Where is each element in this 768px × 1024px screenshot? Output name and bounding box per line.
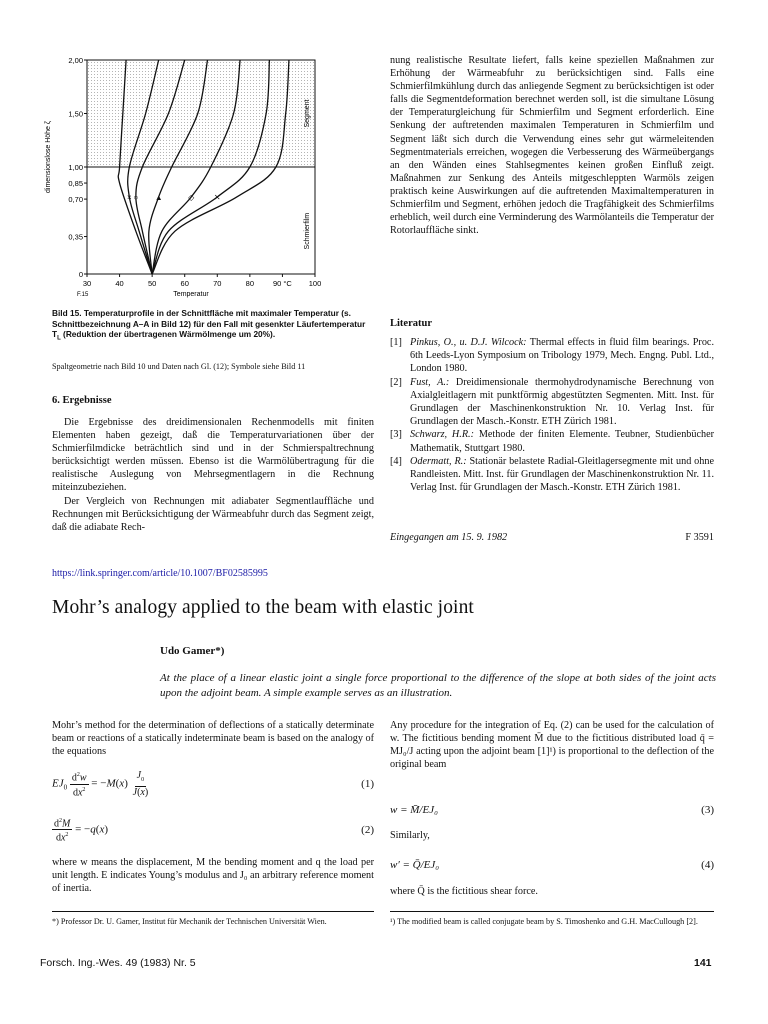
curve-marker: ✕: [213, 192, 221, 202]
x-tick-label: 70: [213, 279, 222, 288]
figure-code: F.15: [77, 292, 89, 298]
article-abstract: At the place of a linear elastic joint a single force proportional to the difference of the slope at both sides of the joint acts upon the adjoint beam. A simple example serves as an illustration.: [160, 672, 716, 699]
footnote-left: *) Professor Dr. U. Gamer, Institut für Mechanik der Technischen Universität Wien.: [52, 917, 327, 926]
y-tick-label: 1,50: [68, 109, 83, 119]
equation-3-body: w = M̄/EJ₀: [390, 804, 438, 816]
x-tick-label: 90 °C: [273, 279, 292, 288]
article-title: Mohr’s analogy applied to the beam with elastic joint: [52, 597, 474, 618]
caption-text-end: (Reduktion der übertragenen Wärmölmenge um 20%).: [60, 329, 276, 339]
x-tick-label: 80: [245, 279, 255, 288]
y-axis-label: dimensionslose Höhe ζ: [45, 121, 52, 193]
article-link[interactable]: https://link.springer.com/article/10.1007/BF02585995: [52, 568, 268, 579]
footnote-rule-right: [390, 911, 714, 912]
caption-label: Bild 15.: [52, 308, 82, 318]
section-heading: 6. Ergebnisse: [52, 395, 112, 406]
reference-number: [4]: [390, 455, 402, 467]
equation-4-body: w′ = Q̄/EJ₀: [390, 859, 440, 871]
figure-caption: [52, 308, 374, 344]
right-column-text: nung realistische Resultate liefert, falls keine speziellen Maßnahmen zur Erhöhung der Wärmeabfuhr zu berücksichtigen sind. Falls eine Schmierfilmkühlung durch das anliegende Segment zu berücksichtigen ist oder falls die Segmentdeformation berechnet werden soll, ist die simultane Lösung der Temperaturgleichung für Schmierfilm und Segment erforderlich. Eine Senkung der auftretenden maximalen Temperaturen in Schmierfilm und Segment läßt sich durch die Verwendung eines sehr gut wärmeleitenden Segmentmaterials erreichen, wogegen die Verbesserung des Wärmeübergangs an den Wänden eines Stahlsegmentes keinen großen Einfluß zeigt. Maßnahmen zur Senkung des Anteils mitgeschleppten Warmöls zeigen praktisch keine Auswirkungen auf die auftretenden Maximaltemperaturen in Schmierfilm und Segment, erhöhen jedoch die Tragfähigkeit des Schmierfilms erheblich, weil durch eine Verminderung des Warmölanteils die Temperatur der Rotorlauffläche sinkt.: [390, 55, 714, 237]
y-tick-label: 0,35: [68, 232, 83, 242]
section-paragraph-2: Der Vergleich von Rechnungen mit adiabater Segmentlauffläche und Rechnungen mit Berücksichtigung der Wärmeabfuhr durch das Segment zeigt, daß die adiabate Rech-: [52, 495, 374, 533]
reference-text: Methode der finiten Elemente. Teubner, Studienbücher Mathematik, Stuttgart 1980.: [410, 429, 714, 454]
temperature-profile-chart: [40, 50, 340, 305]
caption-note: Spaltgeometrie nach Bild 10 und Daten nach Gl. (12); Symbole siehe Bild 11: [52, 362, 306, 371]
schmierfilm-label: Schmierfilm: [304, 212, 311, 250]
reference-number: [3]: [390, 429, 402, 441]
curve-marker: ◇: [188, 192, 195, 202]
x-tick-label: 30: [82, 279, 92, 288]
x-tick-label: 50: [147, 279, 157, 288]
equation-1: [52, 770, 374, 798]
equation-3-number: (3): [701, 804, 714, 816]
footnote-rule-left: [52, 911, 374, 912]
reference-authors: Odermatt, R.:: [410, 455, 467, 467]
caption-sub: L: [57, 335, 61, 342]
reference-text: Stationär belastete Radial-Gleitlagersegmente mit und ohne Randleisten. Mitt. Inst. für Grundlagen der Maschinenkonstruktion Nr. 11. Verlag Inst. für Grundlagen der Masch.-Konstr. ETH Zürich 1981.: [410, 455, 714, 494]
equation-1-number: (1): [361, 778, 374, 790]
segment-label: Segment: [304, 99, 311, 128]
reference-authors: Fust, A.:: [410, 376, 450, 388]
y-tick-label: 1,00: [68, 163, 83, 172]
article-left-paragraph-1: Mohr’s method for the determination of deflections of a statically determinate beam or reactions of a statically indeterminate beam is based on the analogy of the equations: [52, 720, 374, 758]
equation-3: [390, 804, 714, 816]
article-left-paragraph-2: where w means the displacement, M the bending moment and q the load per unit length. E indicates Young’s modulus and J₀ an arbitrary reference moment of inertia.: [52, 857, 374, 895]
journal-footer: Forsch. Ing.-Wes. 49 (1983) Nr. 5: [40, 957, 196, 969]
literatur-list: [390, 336, 714, 494]
reference-authors: Pinkus, O., u. D.J. Wilcock:: [410, 337, 527, 348]
reference-item: [390, 428, 714, 454]
page-number: 141: [694, 957, 712, 969]
caption-text: Temperaturprofile in der Schnittfläche mit maximaler Temperatur (s. Schnittbezeichnung A–A in Bild 12) für den Fall mit gesenkter Läufertemperatur T: [52, 308, 366, 339]
literatur-heading: Literatur: [390, 318, 432, 329]
y-tick-label: 0,85: [68, 179, 83, 189]
reference-authors: Schwarz, H.R.:: [410, 429, 474, 441]
footnote-right: ¹) The modified beam is called conjugate beam by S. Timoshenko and G.H. MacCullough [2].: [390, 917, 698, 926]
reference-text: Thermal effects in fluid film bearings. Proc. 6th Leeds-Lyon Symposium on Tribology 1979, Mech. Engng. Publ. Ltd., London 1980.: [410, 337, 714, 375]
reference-number: [2]: [390, 376, 402, 388]
y-tick-label: 0: [78, 270, 83, 279]
reference-text: Dreidimensionale thermohydrodynamische Berechnung von Axialgleitlagern mit punktförmig abgestützten Segmenten. Mitt. Inst. für Grundlagen der Maschinenkonstruktion Nr. 10. Verlag Inst. für Grundlagen der Masch.-Konstr. ETH Zürich 1981.: [410, 376, 714, 428]
y-tick-label: 0,70: [68, 195, 83, 205]
curve-marker: ○: [133, 192, 139, 202]
similarly-text: Similarly,: [390, 830, 430, 841]
reference-item: [390, 376, 714, 429]
article-code: F 3591: [685, 532, 714, 543]
article-author: Udo Gamer*): [160, 645, 225, 657]
section-paragraph-1: Die Ergebnisse des dreidimensionalen Rechenmodells mit finiten Elementen haben gezeigt, daß die Temperaturvariationen über der Schmierfilmdicke beträchtlich sind und in der Schmierspaltrechnung berücksichtigt werden müssen. Ebenso ist die Warmölübertragung für die realistische Auslegung von Mehrsegmentlagern in die Rechnung miteinzubeziehen.: [52, 417, 374, 494]
equation-2-body: $\frac{d^2M}{dx^2}$ = −q(x): [54, 818, 108, 844]
equation-2: [52, 816, 374, 844]
article-right-paragraph-2: where Q̄ is the fictitious shear force.: [390, 886, 538, 897]
x-tick-label: 60: [180, 279, 189, 288]
x-tick-label: 100: [308, 279, 322, 288]
curve-marker: ×: [127, 192, 132, 202]
reference-item: [390, 336, 714, 376]
reference-number: [1]: [390, 337, 402, 348]
section-body: [52, 416, 374, 534]
received-date: Eingegangen am 15. 9. 1982: [390, 532, 508, 543]
reference-item: [390, 455, 714, 495]
segment-shading: [87, 60, 315, 167]
equation-2-number: (2): [361, 823, 374, 836]
y-tick-label: 2,00: [68, 56, 83, 65]
curve-marker: ▲: [154, 192, 163, 202]
equation-4-number: (4): [701, 859, 714, 871]
received-line: [390, 532, 714, 543]
equation-1-body: $EJ_0$ $\frac{d^2w}{dx^2}$ = −M(x) $\frac{J_0}{J(x)}$: [52, 770, 149, 798]
article-right-paragraph-1: Any procedure for the integration of Eq. (2) can be used for the calculation of w. The fictitious bending moment M̄ due to the fictitious distributed load q̄ = MJ₀/J acting upon the adjoint beam [1]¹) is proportional to the deflection of the original beam: [390, 720, 714, 771]
equation-4: [390, 859, 714, 871]
x-tick-label: 40: [115, 279, 124, 288]
x-axis-label: Temperatur: [173, 291, 209, 298]
